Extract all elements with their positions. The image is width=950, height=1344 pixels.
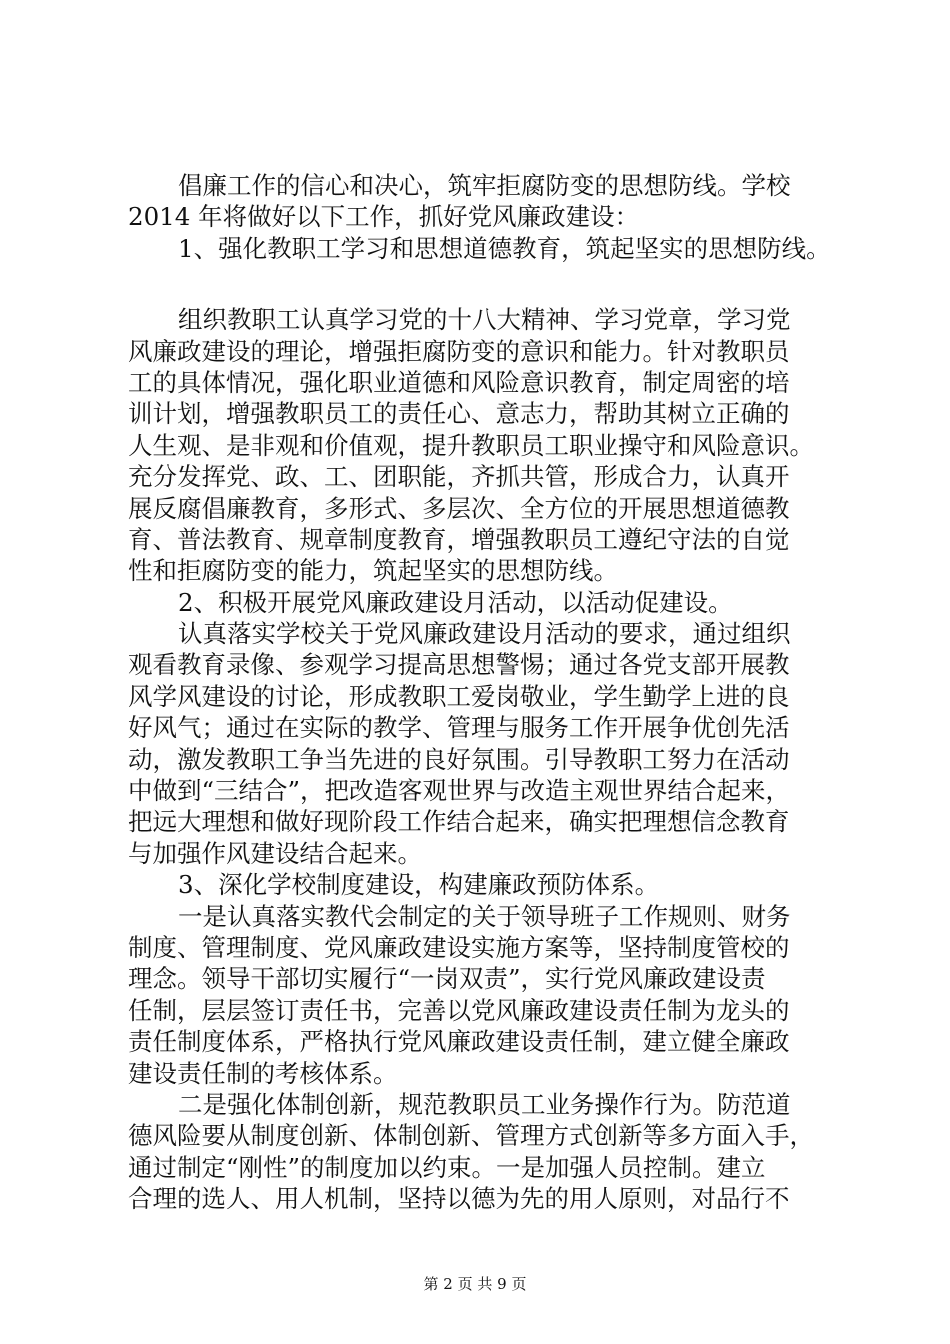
text-line: 任制，层层签订责任书，完善以党风廉政建设责任制为龙头的 [128,995,790,1025]
text-line: 2014 年将做好以下工作，抓好党风廉政建设： [128,202,640,232]
text-line: 工的具体情况，强化职业道德和风险意识教育，制定周密的培 [128,367,790,397]
text-line: 中做到“三结合”，把改造客观世界与改造主观世界结合起来， [128,776,791,806]
text-line: 倡廉工作的信心和决心，筑牢拒腐防变的思想防线。学校 [178,171,791,200]
text-line: 动，激发教职工争当先进的良好氛围。引导教职工努力在活动 [128,744,790,774]
text-line: 认真落实学校关于党风廉政建设月活动的要求，通过组织 [178,619,791,649]
text-line: 展反腐倡廉教育，多形式、多层次、全方位的开展思想道德教 [128,493,790,523]
text-line: 育、普法教育、规章制度教育，增强教职员工遵纪守法的自觉 [128,524,790,554]
text-line: 风学风建设的讨论，形成教职工爱岗敬业，学生勤学上进的良 [128,681,790,711]
text-line: 合理的选人、用人机制，坚持以德为先的用人原则，对品行不 [128,1184,790,1214]
text-line: 风廉政建设的理论，增强拒腐防变的意识和能力。针对教职员 [128,336,790,366]
text-line: 把远大理想和做好现阶段工作结合起来，确实把理想信念教育 [128,807,790,837]
paragraph-gap [128,264,823,304]
text-line: 理念。领导干部切实履行“一岗双责”，实行党风廉政建设责 [128,964,766,994]
text-line: 充分发挥党、政、工、团职能，齐抓共管，形成合力，认真开 [128,462,790,492]
section-heading: 2、积极开展党风廉政建设月活动，以活动促建设。 [178,587,733,617]
text-line: 组织教职工认真学习党的十八大精神、学习党章，学习党 [178,305,791,335]
text-line: 德风险要从制度创新、体制创新、管理方式创新等多方面入手， [128,1121,814,1151]
text-line: 二是强化体制创新，规范教职员工业务操作行为。防范道 [178,1089,791,1119]
text-line: 性和拒腐防变的能力，筑起坚实的思想防线。 [128,556,618,586]
text-line: 一是认真落实教代会制定的关于领导班子工作规则、财务 [178,901,791,931]
text-line: 与加强作风建设结合起来。 [128,838,422,868]
text-line: 人生观、是非观和价值观，提升教职员工职业操守和风险意识。 [128,430,814,460]
text-line: 责任制度体系，严格执行党风廉政建设责任制，建立健全廉政 [128,1027,790,1057]
page-footer [0,1274,950,1294]
section-heading: 1、强化教职工学习和思想道德教育，筑起坚实的思想防线。 [178,233,831,263]
text-line: 观看教育录像、参观学习提高思想警惕；通过各党支部开展教 [128,650,790,680]
text-line: 训计划，增强教职员工的责任心、意志力，帮助其树立正确的 [128,399,790,429]
section-heading: 3、深化学校制度建设，构建廉政预防体系。 [178,870,660,900]
text-line: 好风气；通过在实际的教学、管理与服务工作开展争优创先活 [128,713,790,743]
document-body [128,170,831,1215]
text-line: 建设责任制的考核体系。 [128,1058,398,1088]
page-number: 第 2 页 共 9 页 [423,1275,527,1293]
text-line: 通过制定“刚性”的制度加以约束。一是加强人员控制。建立 [128,1152,766,1182]
text-line: 制度、管理制度、党风廉政建设实施方案等，坚持制度管校的 [128,932,790,962]
